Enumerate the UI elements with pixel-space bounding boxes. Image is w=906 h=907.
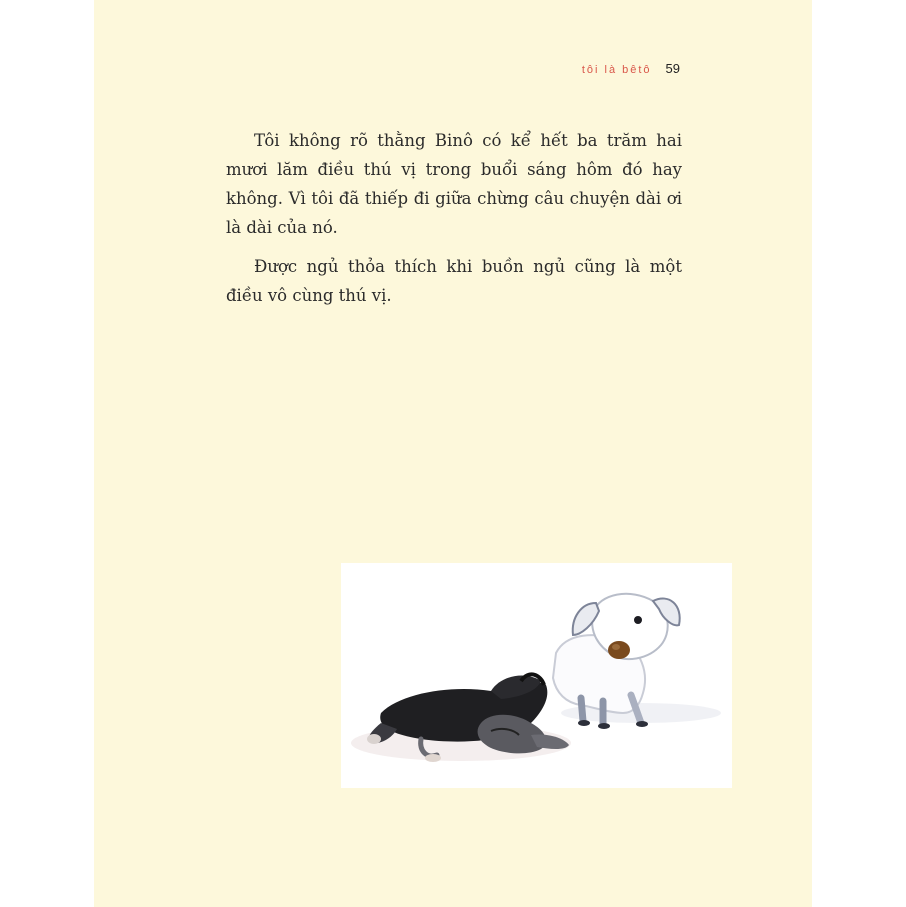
body-text	[226, 126, 682, 320]
dogs-illustration-svg	[341, 563, 732, 788]
dogs-illustration	[341, 563, 732, 788]
book-page	[94, 0, 812, 907]
page-number: 59	[665, 61, 680, 76]
running-title: tôi là bêtô	[581, 64, 652, 76]
paragraph-1: Tôi không rõ thằng Binô có kể hết ba trăm hai mươi lăm điều thú vị trong buổi sáng hôm đó hay không. Vì tôi đã thiếp đi giữa chừng câu chuyện dài ơi là dài của nó.	[226, 131, 682, 237]
running-head	[94, 60, 680, 78]
paragraph-2: Được ngủ thỏa thích khi buồn ngủ cũng là một điều vô cùng thú vị.	[226, 257, 682, 305]
